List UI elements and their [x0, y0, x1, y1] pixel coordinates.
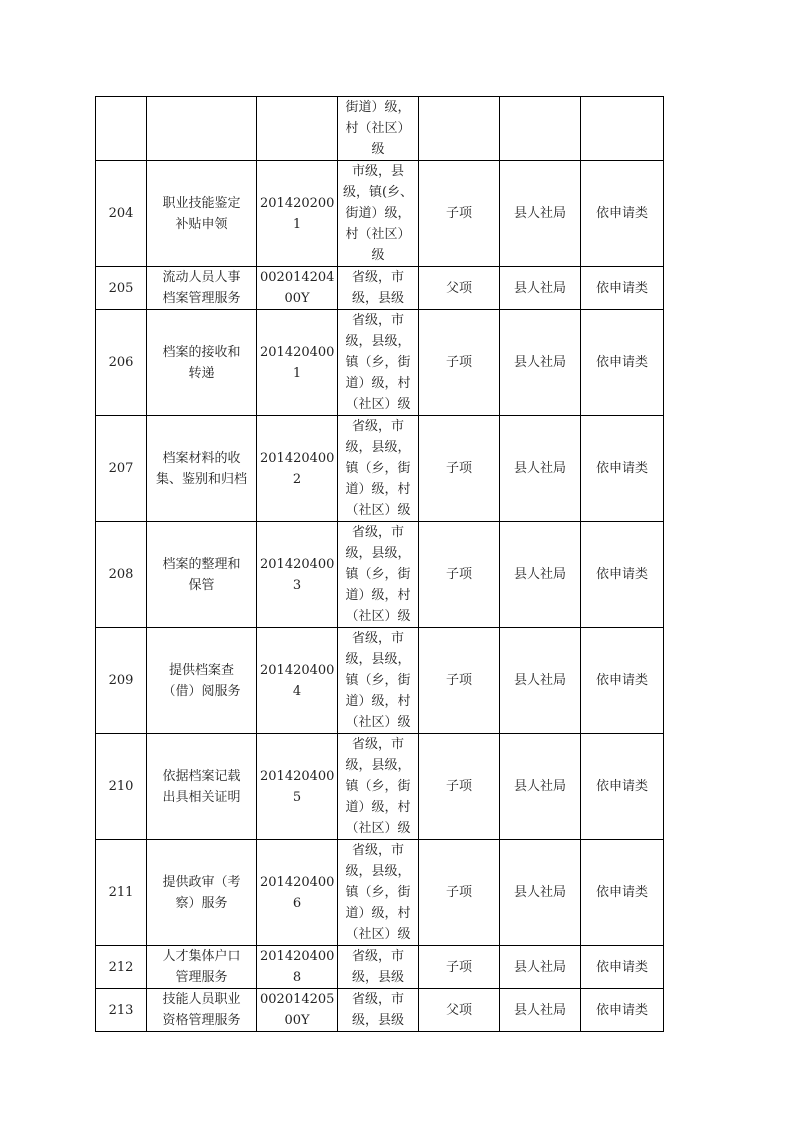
- cell-level: 省级，市 级，县级， 镇（乡，街 道）级，村 （社区）级: [338, 522, 419, 628]
- cell-no: 204: [96, 161, 147, 267]
- table-row: [96, 161, 664, 267]
- cell-level: 省级，市 级，县级: [338, 946, 419, 989]
- cell-category: 依申请类: [581, 161, 664, 267]
- cell-category: 依申请类: [581, 946, 664, 989]
- cell-name: 人才集体户口 管理服务: [147, 946, 257, 989]
- cell-type: 子项: [419, 628, 500, 734]
- service-items-table: [95, 96, 664, 1032]
- cell-category: 依申请类: [581, 628, 664, 734]
- cell-no: [96, 97, 147, 161]
- cell-no: 210: [96, 734, 147, 840]
- cell-name: 档案的接收和 转递: [147, 310, 257, 416]
- cell-no: 205: [96, 267, 147, 310]
- cell-level: 省级，市 级，县级: [338, 989, 419, 1032]
- cell-category: 依申请类: [581, 989, 664, 1032]
- cell-category: [581, 97, 664, 161]
- cell-no: 211: [96, 840, 147, 946]
- cell-level: 街道）级， 村（社区） 级: [338, 97, 419, 161]
- cell-name: 提供政审（考 察）服务: [147, 840, 257, 946]
- table-row: [96, 946, 664, 989]
- cell-no: 209: [96, 628, 147, 734]
- cell-dept: 县人社局: [500, 416, 581, 522]
- cell-dept: 县人社局: [500, 522, 581, 628]
- cell-code: 201420400 5: [257, 734, 338, 840]
- cell-code: [257, 97, 338, 161]
- cell-category: 依申请类: [581, 267, 664, 310]
- cell-dept: 县人社局: [500, 840, 581, 946]
- cell-category: 依申请类: [581, 310, 664, 416]
- cell-level: 省级，市 级，县级， 镇（乡，街 道）级，村 （社区）级: [338, 628, 419, 734]
- cell-level: 市级，县 级，镇(乡、 街道）级， 村（社区） 级: [338, 161, 419, 267]
- cell-dept: 县人社局: [500, 734, 581, 840]
- cell-type: 子项: [419, 522, 500, 628]
- cell-name: [147, 97, 257, 161]
- cell-category: 依申请类: [581, 840, 664, 946]
- cell-level: 省级，市 级，县级， 镇（乡，街 道）级，村 （社区）级: [338, 310, 419, 416]
- cell-type: [419, 97, 500, 161]
- cell-name: 流动人员人事 档案管理服务: [147, 267, 257, 310]
- cell-type: 子项: [419, 416, 500, 522]
- table-row: [96, 989, 664, 1032]
- cell-no: 207: [96, 416, 147, 522]
- cell-category: 依申请类: [581, 522, 664, 628]
- cell-code: 201420400 2: [257, 416, 338, 522]
- cell-dept: [500, 97, 581, 161]
- table-row: [96, 522, 664, 628]
- cell-code: 201420200 1: [257, 161, 338, 267]
- cell-type: 父项: [419, 989, 500, 1032]
- cell-dept: 县人社局: [500, 267, 581, 310]
- cell-level: 省级，市 级，县级: [338, 267, 419, 310]
- cell-name: 技能人员职业 资格管理服务: [147, 989, 257, 1032]
- cell-no: 212: [96, 946, 147, 989]
- cell-name: 提供档案查 （借）阅服务: [147, 628, 257, 734]
- cell-type: 子项: [419, 161, 500, 267]
- cell-no: 208: [96, 522, 147, 628]
- cell-code: 002014204 00Y: [257, 267, 338, 310]
- table-row: [96, 628, 664, 734]
- cell-dept: 县人社局: [500, 989, 581, 1032]
- cell-code: 201420400 4: [257, 628, 338, 734]
- table-row: [96, 97, 664, 161]
- cell-type: 子项: [419, 734, 500, 840]
- cell-type: 子项: [419, 310, 500, 416]
- cell-level: 省级，市 级，县级， 镇（乡，街 道）级，村 （社区）级: [338, 734, 419, 840]
- cell-type: 父项: [419, 267, 500, 310]
- cell-category: 依申请类: [581, 734, 664, 840]
- cell-dept: 县人社局: [500, 628, 581, 734]
- table-row: [96, 734, 664, 840]
- table-row: [96, 840, 664, 946]
- cell-code: 201420400 1: [257, 310, 338, 416]
- cell-code: 201420400 6: [257, 840, 338, 946]
- cell-code: 201420400 8: [257, 946, 338, 989]
- cell-name: 档案材料的收 集、鉴别和归档: [147, 416, 257, 522]
- cell-dept: 县人社局: [500, 161, 581, 267]
- cell-name: 档案的整理和 保管: [147, 522, 257, 628]
- cell-dept: 县人社局: [500, 946, 581, 989]
- cell-category: 依申请类: [581, 416, 664, 522]
- cell-code: 201420400 3: [257, 522, 338, 628]
- cell-code: 002014205 00Y: [257, 989, 338, 1032]
- table-row: [96, 310, 664, 416]
- cell-level: 省级，市 级，县级， 镇（乡，街 道）级，村 （社区）级: [338, 416, 419, 522]
- cell-dept: 县人社局: [500, 310, 581, 416]
- table-row: [96, 267, 664, 310]
- table-row: [96, 416, 664, 522]
- cell-level: 省级，市 级，县级， 镇（乡，街 道）级，村 （社区）级: [338, 840, 419, 946]
- cell-name: 依据档案记载 出具相关证明: [147, 734, 257, 840]
- cell-type: 子项: [419, 946, 500, 989]
- cell-type: 子项: [419, 840, 500, 946]
- cell-no: 206: [96, 310, 147, 416]
- cell-no: 213: [96, 989, 147, 1032]
- cell-name: 职业技能鉴定 补贴申领: [147, 161, 257, 267]
